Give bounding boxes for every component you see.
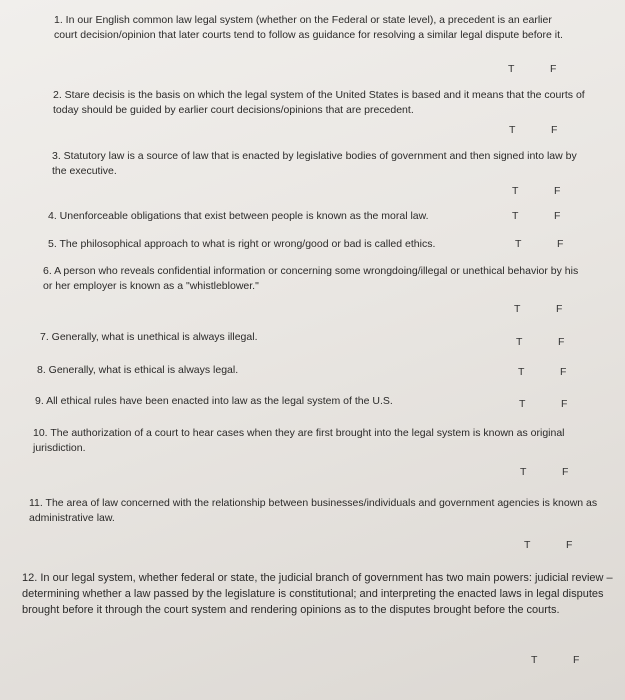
question-10 bbox=[33, 426, 608, 456]
question-4 bbox=[48, 209, 488, 224]
false-option[interactable]: F bbox=[562, 466, 569, 478]
true-option[interactable]: T bbox=[519, 398, 526, 410]
question-text: 3. Statutory law is a source of law that is enacted by legislative bodies of government and then signed into law by the executive. bbox=[52, 150, 577, 177]
question-7 bbox=[40, 330, 460, 345]
true-false-options bbox=[524, 538, 608, 553]
question-2 bbox=[53, 88, 593, 118]
true-false-options bbox=[519, 397, 603, 412]
question-text: 8. Generally, what is ethical is always legal. bbox=[37, 364, 239, 376]
false-option[interactable]: F bbox=[560, 366, 567, 378]
question-8 bbox=[37, 363, 457, 378]
true-option[interactable]: T bbox=[514, 303, 521, 315]
true-option[interactable]: T bbox=[524, 539, 531, 551]
question-text: 12. In our legal system, whether federal or state, the judicial branch of government has two main powers: judicial review – determining whether a law passed by the legislature is constitutional; and interpreting the enacted laws in legal disputes brought before it through the court system and rendering opinions as to the disputes brought before the courts. bbox=[22, 572, 613, 616]
question-text: 10. The authorization of a court to hear cases when they are first brought into the legal system is known as original jurisdiction. bbox=[33, 427, 565, 454]
question-6 bbox=[43, 264, 588, 294]
true-option[interactable]: T bbox=[508, 63, 515, 75]
question-text: 11. The area of law concerned with the relationship between businesses/individuals and government agencies is known as administrative law. bbox=[29, 497, 598, 524]
true-option[interactable]: T bbox=[531, 654, 538, 666]
false-option[interactable]: F bbox=[566, 539, 573, 551]
question-11 bbox=[29, 496, 609, 526]
true-false-options bbox=[520, 465, 604, 480]
true-false-options bbox=[515, 237, 599, 252]
false-option[interactable]: F bbox=[558, 336, 565, 348]
true-option[interactable]: T bbox=[520, 466, 527, 478]
question-12 bbox=[22, 570, 622, 618]
question-text: 7. Generally, what is unethical is always illegal. bbox=[40, 331, 258, 343]
false-option[interactable]: F bbox=[573, 654, 580, 666]
true-false-options bbox=[512, 209, 596, 224]
question-text: 9. All ethical rules have been enacted into law as the legal system of the U.S. bbox=[35, 395, 393, 407]
question-text: 2. Stare decisis is the basis on which the legal system of the United States is based and it means that the courts of today should be guided by earlier court decisions/opinions that are precedent. bbox=[53, 89, 585, 116]
false-option[interactable]: F bbox=[554, 210, 561, 222]
true-option[interactable]: T bbox=[509, 124, 516, 136]
false-option[interactable]: F bbox=[551, 124, 558, 136]
question-text: 4. Unenforceable obligations that exist between people is known as the moral law. bbox=[48, 210, 429, 222]
true-false-options bbox=[512, 184, 596, 199]
false-option[interactable]: F bbox=[561, 398, 568, 410]
question-text: 1. In our English common law legal system (whether on the Federal or state level), a precedent is an earlier court decision/opinion that later courts tend to follow as guidance for resolving a similar legal dispute before it. bbox=[54, 14, 563, 41]
question-5 bbox=[48, 237, 498, 252]
question-text: 5. The philosophical approach to what is right or wrong/good or bad is called ethics. bbox=[48, 238, 436, 250]
true-false-options bbox=[531, 653, 615, 668]
question-1 bbox=[54, 13, 574, 43]
true-option[interactable]: T bbox=[512, 185, 519, 197]
true-false-options bbox=[508, 62, 592, 77]
true-false-options bbox=[518, 365, 602, 380]
false-option[interactable]: F bbox=[557, 238, 564, 250]
true-false-options bbox=[509, 123, 593, 138]
question-9 bbox=[35, 394, 495, 409]
false-option[interactable]: F bbox=[550, 63, 557, 75]
question-text: 6. A person who reveals confidential information or concerning some wrongdoing/illegal or unethical behavior by his or her employer is known as a "whistleblower." bbox=[43, 265, 579, 292]
true-false-options bbox=[516, 335, 600, 350]
true-option[interactable]: T bbox=[512, 210, 519, 222]
true-option[interactable]: T bbox=[518, 366, 525, 378]
true-option[interactable]: T bbox=[516, 336, 523, 348]
question-3 bbox=[52, 149, 587, 179]
false-option[interactable]: F bbox=[554, 185, 561, 197]
true-false-options bbox=[514, 302, 598, 317]
false-option[interactable]: F bbox=[556, 303, 563, 315]
true-option[interactable]: T bbox=[515, 238, 522, 250]
